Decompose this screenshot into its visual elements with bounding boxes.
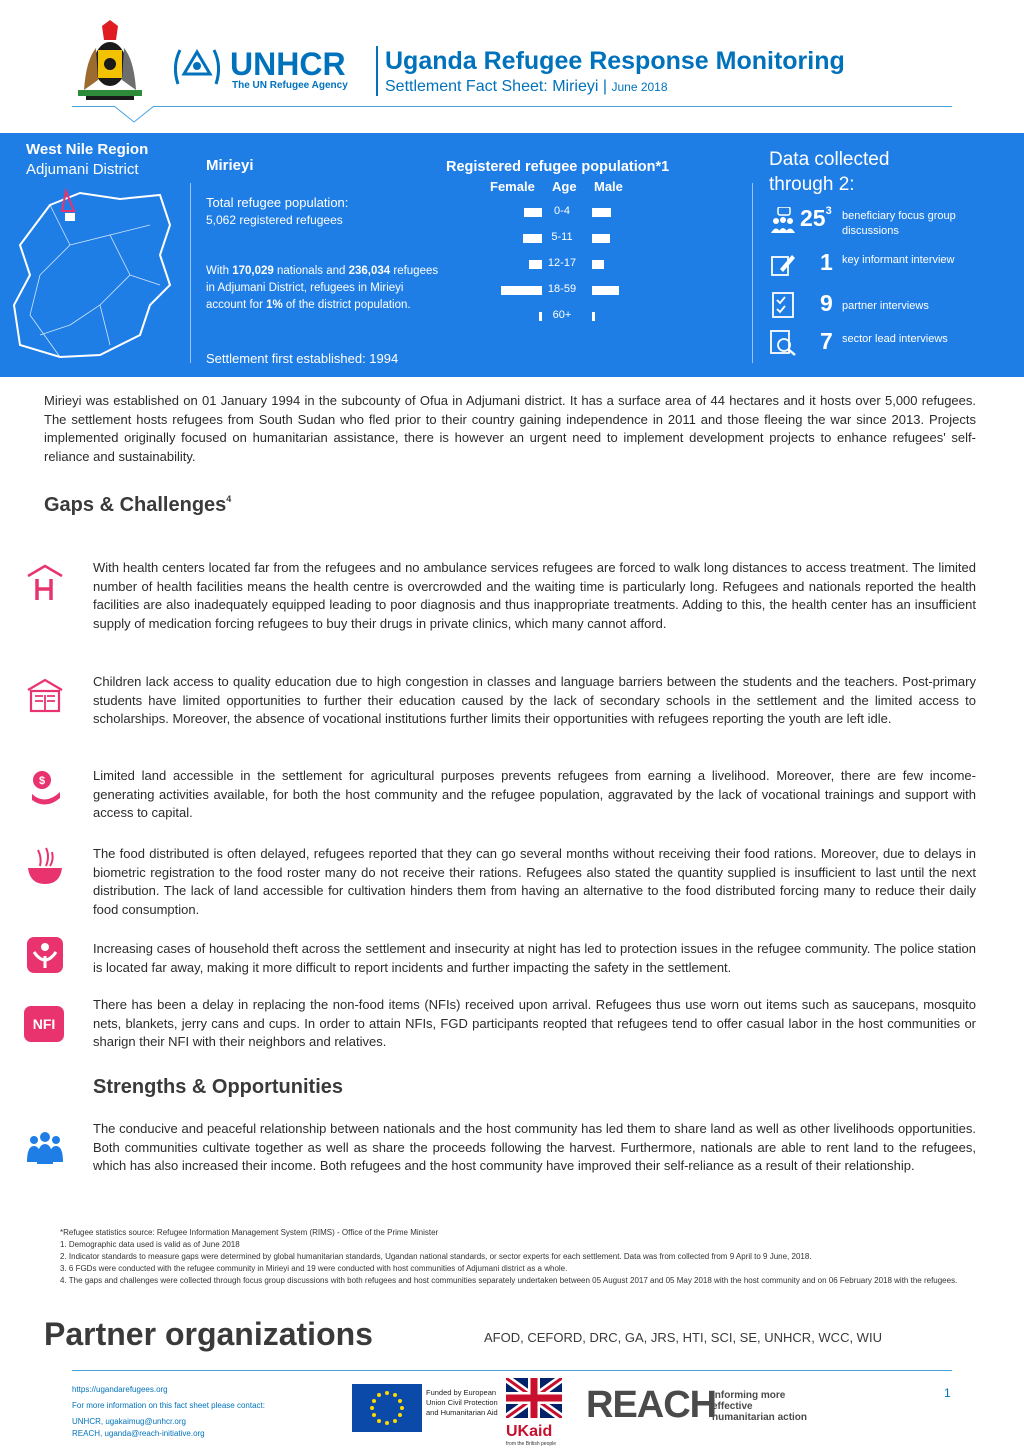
pyramid-male-label: Male — [594, 179, 623, 194]
footnote: *Refugee statistics source: Refugee Information Management System (RIMS) - Office of the Prime Minister — [60, 1228, 439, 1237]
pyramid-row — [490, 205, 650, 219]
data-collected-row — [770, 203, 1020, 243]
data-collected-label: key informant interview — [842, 254, 955, 266]
pyramid-bar-male — [592, 312, 595, 321]
pyramid-age-label: Age — [552, 179, 577, 194]
gap-health-text: With health centers located far from the refugees and no ambulance services refugees are forced to walk long distances to access treatment. The limited number of health facilities means the health centre is overcrowded and the waiting time is particularly long. Refugees and nationals reported the health facilities are also inadequately equipped leading to poor diagnosis and thus inappropriate treatments. Adding to this, the health center has an insufficient supply of medication forcing refugees to buy their drugs in private clinics, which many cannot afford. — [93, 560, 976, 631]
education-icon — [24, 674, 66, 716]
partner-checklist-icon — [770, 292, 796, 318]
unhcr-logo — [170, 42, 370, 94]
key-informant-count: 1 — [820, 249, 833, 275]
total-population-label: Total refugee population: — [206, 195, 349, 210]
gaps-footnote-ref: 4 — [226, 494, 232, 504]
gaps-heading-text: Gaps & Challenges — [44, 494, 227, 516]
unhcr-emblem-icon — [170, 44, 224, 88]
gap-protection-text: Increasing cases of household theft across the settlement and insecurity at night has led to protection issues in the refugee community. The police station is located far away, making it more difficult to report incidents and further impacting the safety in the settlement. — [93, 941, 976, 975]
strengths-heading: Strengths & Opportunities — [93, 1076, 343, 1098]
ukaid-logo — [506, 1378, 562, 1447]
district-refugees-value: 236,034 — [348, 265, 391, 277]
protection-icon — [24, 934, 66, 976]
ukaid-wordmark: UKaid — [506, 1423, 553, 1440]
data-collected-line2: through 2: — [769, 174, 855, 195]
union-jack-icon — [506, 1378, 562, 1418]
health-icon — [24, 562, 66, 604]
footnote: 3. 6 FGDs were conducted with the refugee community in Mirieyi and 19 were conducted with host communities of Adjumani district as a whole. — [60, 1264, 568, 1273]
unhcr-wordmark: UNHCR — [230, 46, 346, 82]
footnote: 2. Indicator standards to measure gaps were determined by global humanitarian standards, Ugandan national standards, or sector experts for each settlement. Data was from collected from 9 April to 9 June, 2018. — [60, 1252, 812, 1261]
footnote: 1. Demographic data used is valid as of June 2018 — [60, 1240, 240, 1249]
data-collected-title — [769, 147, 889, 197]
pyramid-age-label: 12-17 — [547, 257, 577, 269]
district-name: Adjumani District — [26, 161, 139, 178]
nationals-mid: nationals and — [273, 265, 349, 277]
livelihood-icon — [24, 766, 66, 808]
pyramid-row — [490, 257, 650, 271]
nationals-value: 170,029 — [232, 265, 274, 277]
footnote: 4. The gaps and challenges were collected through focus group discussions with both refugees and host communities separately undertaken between 05 August 2017 and 05 May 2018 with the host community and on 06 February 2018 with the refugees. — [60, 1276, 958, 1285]
settlement-name: Mirieyi — [206, 157, 254, 174]
gaps-heading — [44, 494, 231, 517]
settlement-established: Settlement first established: 1994 — [206, 351, 399, 366]
sector-lead-count: 7 — [820, 328, 833, 354]
partner-interview-count: 9 — [820, 290, 833, 316]
reach-tagline: Informing more effective humanitarian action — [712, 1390, 808, 1423]
eu-funding-text: Funded by European Union Civil Protection and Humanitarian Aid — [426, 1388, 498, 1417]
page-number: 1 — [944, 1386, 951, 1400]
partners-list: AFOD, CEFORD, DRC, GA, JRS, HTI, SCI, SE, UNHCR, WCC, WIU — [484, 1330, 882, 1345]
community-icon — [24, 1126, 66, 1168]
data-collected-label: beneficiary focus group discussions — [842, 210, 956, 237]
pyramid-bar-female — [539, 312, 542, 321]
gap-livelihood-text: Limited land accessible in the settlement for agricultural purposes prevents refugees from earning a livelihood. Moreover, there are few income-generating activities available, for both the host community and the refugee population, aggravated by the lack of vocational trainings and support with access to capital. — [93, 768, 976, 820]
eu-flag-icon — [352, 1384, 422, 1432]
unhcr-email-link[interactable]: UNHCR, ugakaimug@unhcr.org — [72, 1417, 186, 1426]
uganda-coat-of-arms-icon — [72, 20, 148, 100]
fgd-footnote-ref: 3 — [825, 205, 832, 217]
banner-divider-1 — [190, 183, 191, 363]
total-population-value: 5,062 registered refugees — [206, 213, 343, 227]
footer-rule — [72, 1370, 952, 1371]
nationals-suffix: refugees in Adjumani District, refugees in Mirieyi account for — [206, 265, 439, 311]
summary-banner — [0, 133, 1024, 377]
data-collected-line1: Data collected — [769, 149, 890, 170]
page-title: Uganda Refugee Response Monitoring — [385, 47, 845, 75]
strengths-text: The conducive and peaceful relationship between nationals and the host community has led them to share land as well as other livelihoods opportunities. Both communities cultivate together as well as share the proceeds following the harvest. Furthermore, nationals are able to rent land to the refugees, which has also increased their income. Both refugees and the host community have improved their self-reliance as a result of their relationship. — [93, 1121, 976, 1173]
nationals-prefix: With — [206, 265, 233, 277]
pyramid-bar-male — [592, 260, 604, 269]
food-icon — [24, 846, 66, 888]
data-collected-label: sector lead interviews — [842, 333, 948, 345]
pyramid-bar-female — [523, 234, 542, 243]
header-notch-icon — [114, 100, 154, 124]
pyramid-age-label: 60+ — [552, 309, 572, 321]
gap-education-text: Children lack access to quality education due to high congestion in classes and language barriers between the students and the teachers. Post-primary students have limited opportunities to further their education caused by the lack of secondary schools in the settlement and the limited access to scholarships. Moreover, the absence of vocational institutions further limits their opportunities with refugees reporting the youth are left idle. — [93, 674, 976, 726]
data-collected-label: partner interviews — [842, 300, 929, 312]
gap-food-text: The food distributed is often delayed, refugees reported that they can go several months without receiving their food rations. Moreover, due to delays in biometric registration to the food roster many do not receive their rations. Refugees also stated the quantity supplied is insufficient to last until the next distribution. The lack of land accessible for cultivation hinders them from having an alternative to the food distributed forcing many to reduce their daily food consumption. — [93, 846, 976, 917]
pyramid-title: Registered refugee population*1 — [446, 159, 670, 175]
ukaid-subtext: from the British people — [506, 1441, 557, 1447]
contact-info — [72, 1384, 322, 1440]
key-informant-icon — [770, 251, 796, 277]
district-share-value: 1% — [266, 299, 283, 311]
data-collected-number — [800, 205, 832, 232]
website-link[interactable]: https://ugandarefugees.org — [72, 1385, 168, 1394]
district-population-text — [206, 263, 446, 314]
region-name: West Nile Region — [26, 141, 149, 158]
reach-email-link[interactable]: REACH, uganda@reach-initiative.org — [72, 1429, 205, 1438]
pyramid-bar-female — [524, 208, 542, 217]
footnotes — [60, 1227, 995, 1287]
svg-text:$: $ — [38, 775, 46, 787]
subtitle-text: Settlement Fact Sheet: Mirieyi | — [385, 78, 608, 95]
settlement-introduction: Mirieyi was established on 01 January 1994 in the subcounty of Ofua in Adjumani district. It has a surface area of 44 hectares and it hosts over 5,000 refugees. The settlement hosts refugees from South Sudan who fled prior to their country gaining independence in 2011 and those fleeing the war since 2013. Projects implemented originally focused on humanitarian assistance, there is however an urgent need to implement development projects to enhance refugees' self-reliance and sustainability. — [44, 393, 976, 464]
focus-group-icon — [770, 207, 796, 233]
page-subtitle — [385, 78, 668, 96]
publication-date: June 2018 — [611, 80, 668, 94]
pyramid-row — [490, 231, 650, 245]
pyramid-age-label: 0-4 — [554, 205, 570, 217]
pyramid-age-label: 5-11 — [551, 231, 573, 243]
unhcr-tagline: The UN Refugee Agency — [232, 80, 348, 91]
pyramid-bar-male — [592, 234, 610, 243]
nationals-end: of the district population. — [282, 299, 411, 311]
header-divider — [376, 46, 378, 96]
sector-search-icon — [770, 330, 796, 356]
pyramid-bar-male — [592, 208, 611, 217]
pyramid-age-label: 18-59 — [547, 283, 577, 295]
pyramid-bar-female — [501, 286, 542, 295]
nfi-icon: NFI — [24, 1006, 64, 1042]
header-rule — [72, 106, 952, 107]
pyramid-female-label: Female — [490, 179, 535, 194]
pyramid-bar-female — [529, 260, 542, 269]
data-collected-row — [770, 326, 1020, 366]
pyramid-row — [490, 309, 650, 323]
gap-nfi-text: There has been a delay in replacing the non-food items (NFIs) received upon arrival. Refugees thus use worn out items such as saucepans, mosquito nets, blankets, jerry cans and cups. In order to attain NFIs, FGD participants reopted that refugees tend to offer casual labor in the host communities or sharign their NFI with their neighbors and relatives. — [93, 997, 976, 1049]
uganda-map-icon — [10, 185, 182, 363]
data-collected-row — [770, 288, 1020, 328]
contact-intro: For more information on this fact sheet please contact: — [72, 1401, 265, 1410]
pyramid-row — [490, 283, 650, 297]
reach-logo: REACH — [586, 1384, 717, 1426]
banner-divider-2 — [752, 183, 753, 363]
fgd-count: 25 — [800, 205, 826, 231]
data-collected-row — [770, 247, 1020, 287]
page-header — [0, 0, 1024, 130]
pyramid-bar-male — [592, 286, 619, 295]
partners-heading: Partner organizations — [44, 1316, 373, 1352]
